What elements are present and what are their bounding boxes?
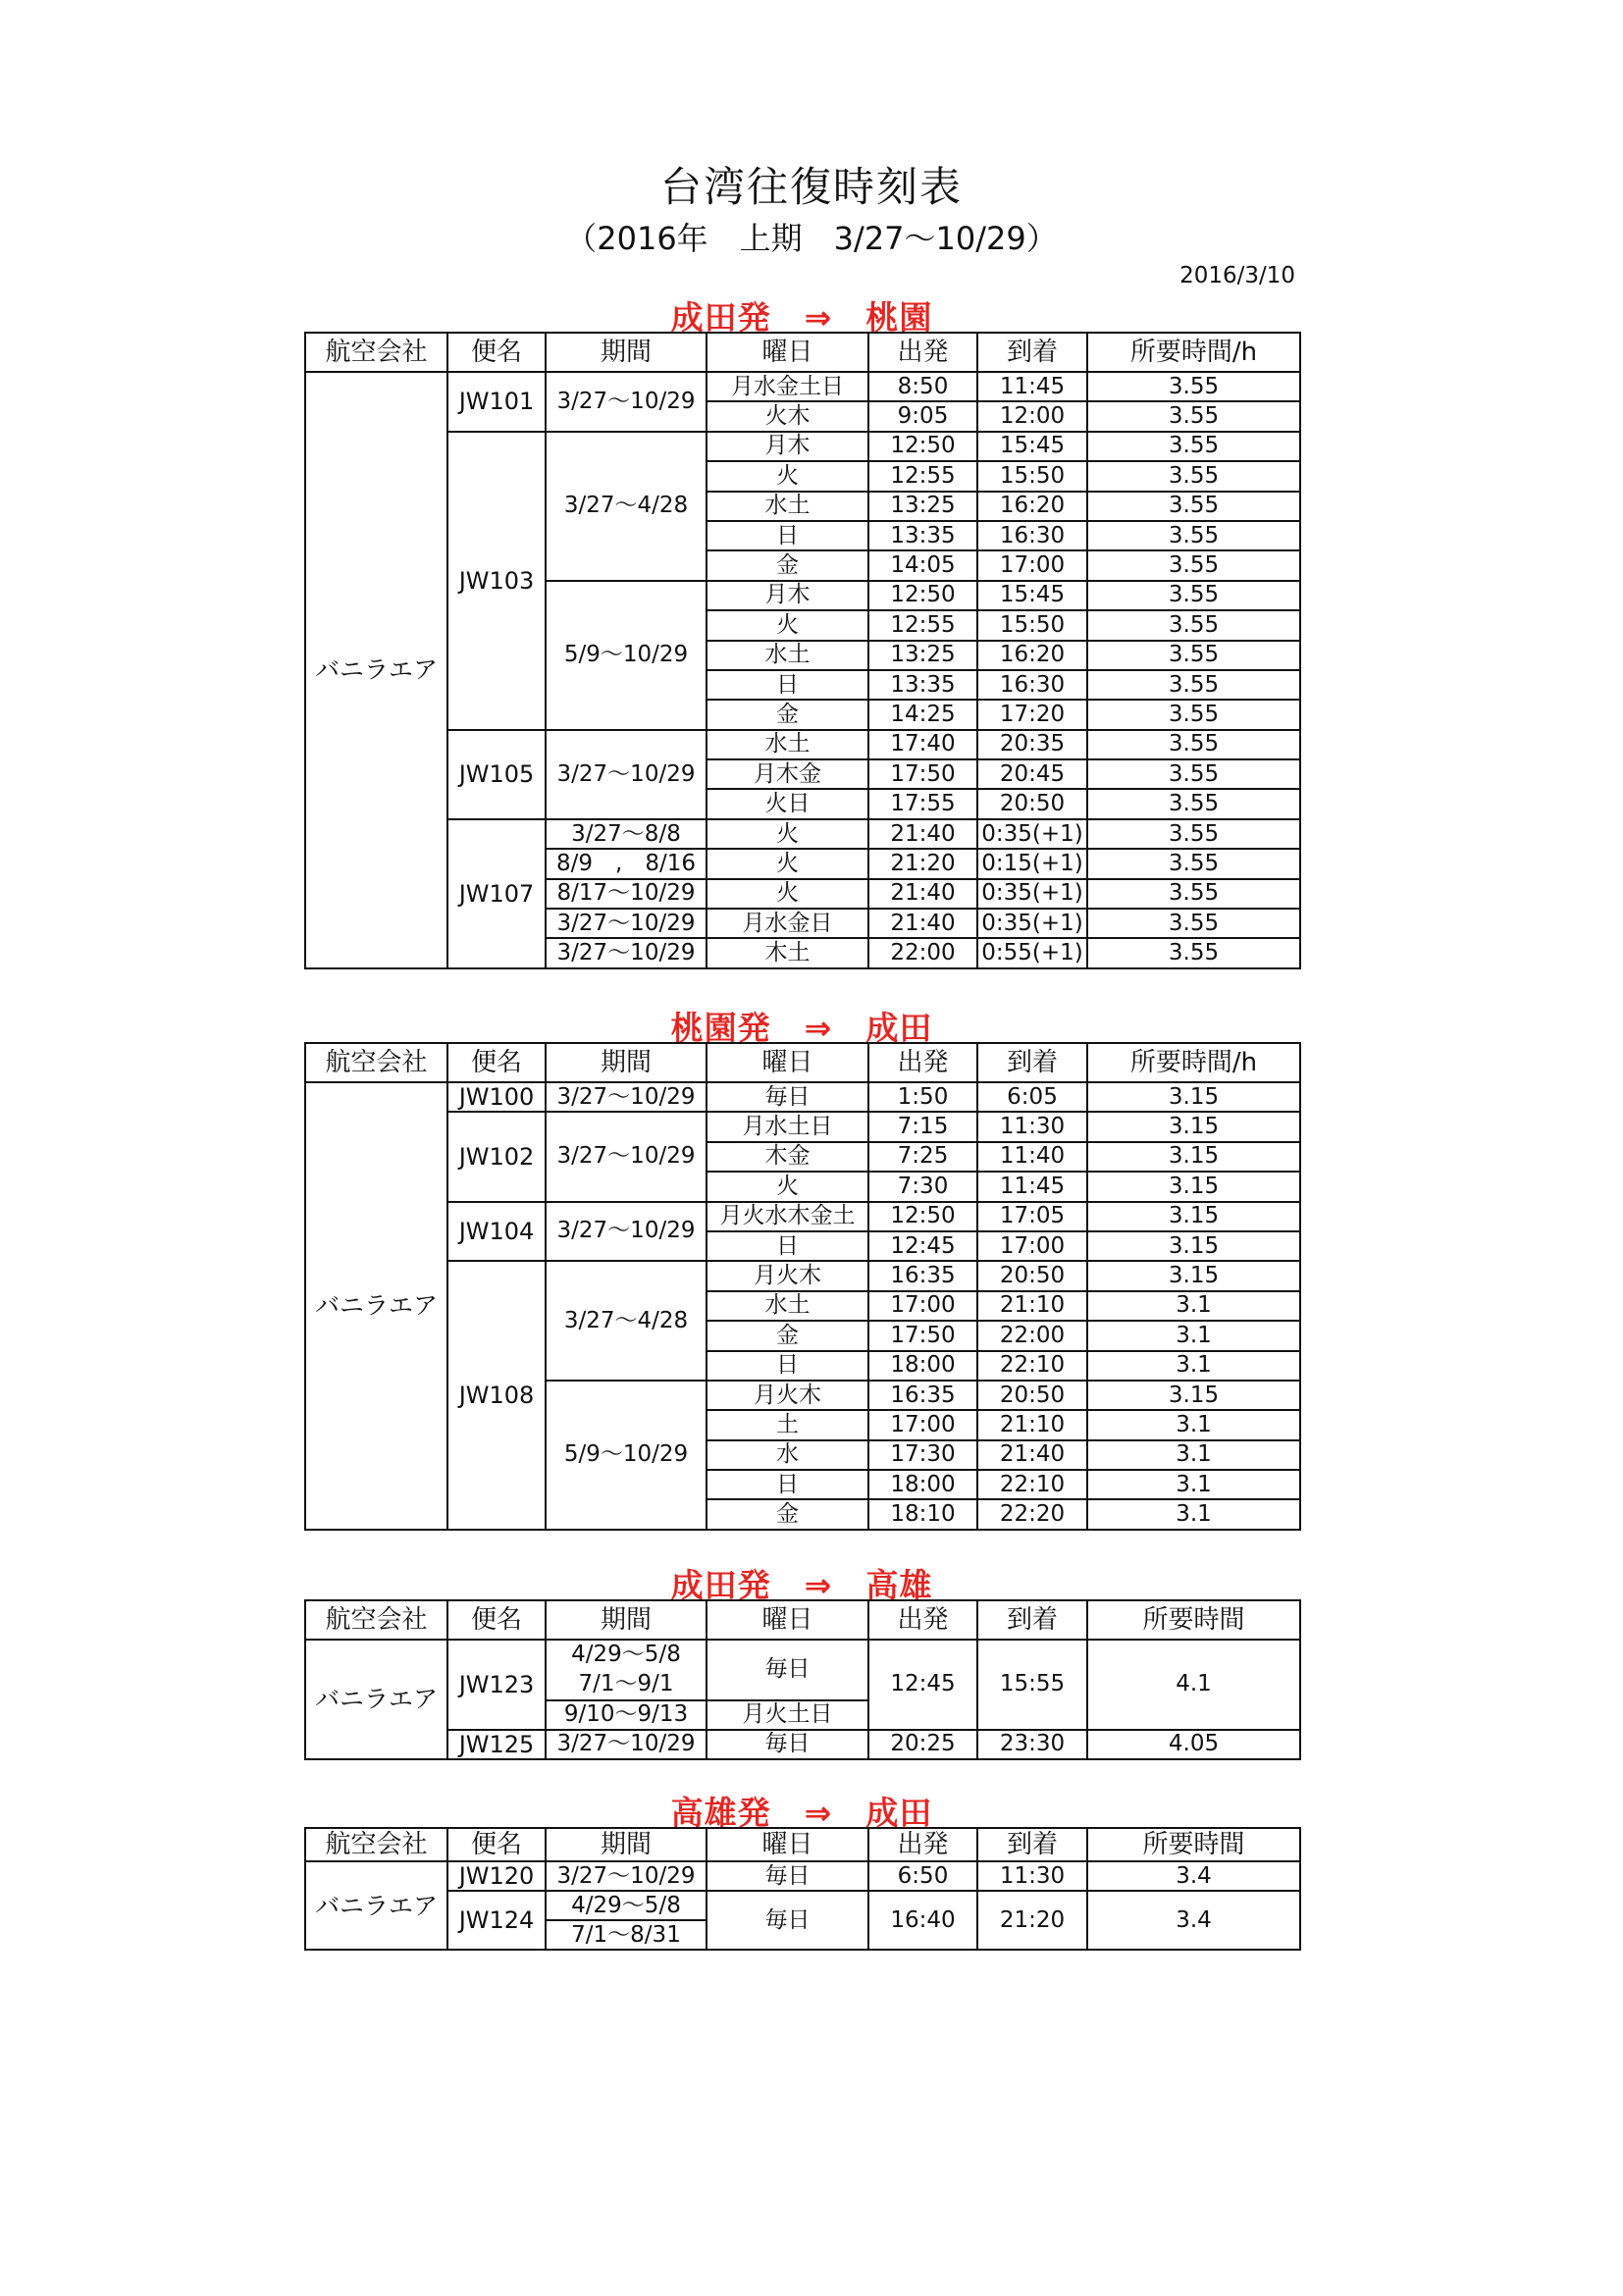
period-cell: 3/27～4/28	[546, 432, 707, 581]
airline-cell: バニラエア	[305, 372, 447, 968]
days-cell: 火	[707, 1172, 868, 1201]
days-cell: 木土	[707, 938, 868, 967]
days-cell: 日	[707, 1351, 868, 1381]
arrival-cell: 20:50	[977, 1381, 1087, 1410]
duration-cell: 3.55	[1087, 641, 1300, 670]
period-cell: 3/27～8/8	[546, 819, 707, 849]
header-airline: 航空会社	[305, 1600, 447, 1640]
flight-number-cell: JW108	[447, 1261, 546, 1530]
departure-cell: 16:35	[868, 1381, 977, 1410]
period-cell: 3/27～10/29	[546, 938, 707, 967]
header-airline: 航空会社	[305, 1043, 447, 1082]
days-cell: 水土	[707, 492, 868, 521]
section-title-taoyuan-narita: 桃園発 ⇒ 成田	[670, 1009, 933, 1047]
departure-cell: 21:40	[868, 879, 977, 909]
table-row	[305, 432, 1300, 461]
days-cell: 水土	[707, 1291, 868, 1321]
duration-cell: 4.1	[1087, 1640, 1300, 1730]
departure-cell: 14:25	[868, 700, 977, 729]
header-period: 期間	[546, 1043, 707, 1082]
duration-cell: 3.4	[1087, 1891, 1300, 1950]
days-cell: 火	[707, 849, 868, 878]
header-arrival: 到着	[977, 1600, 1087, 1640]
arrival-cell: 11:45	[977, 372, 1087, 401]
days-cell: 月火木	[707, 1381, 868, 1410]
flight-number-cell: JW123	[447, 1640, 546, 1730]
duration-cell: 3.55	[1087, 492, 1300, 521]
header-departure: 出発	[868, 333, 977, 372]
period-cell: 3/27～10/29	[546, 372, 707, 432]
duration-cell: 3.15	[1087, 1381, 1300, 1410]
flight-number-cell: JW120	[447, 1861, 546, 1891]
arrival-cell: 17:00	[977, 550, 1087, 580]
flight-number-cell: JW102	[447, 1112, 546, 1201]
days-cell: 火日	[707, 789, 868, 818]
departure-cell: 13:25	[868, 492, 977, 521]
departure-cell: 7:15	[868, 1112, 977, 1141]
days-cell: 日	[707, 1231, 868, 1261]
arrival-cell: 20:50	[977, 1261, 1087, 1290]
header-duration: 所要時間/h	[1087, 1043, 1300, 1082]
header-departure: 出発	[868, 1600, 977, 1640]
section-title-narita-taoyuan: 成田発 ⇒ 桃園	[670, 298, 933, 337]
period-cell: 9/10～9/13	[546, 1700, 707, 1730]
days-cell: 水土	[707, 730, 868, 759]
arrival-cell: 0:15(+1)	[977, 849, 1087, 878]
days-cell: 毎日	[707, 1640, 868, 1700]
arrival-cell: 16:20	[977, 492, 1087, 521]
arrival-cell: 0:35(+1)	[977, 909, 1087, 938]
period-cell: 3/27～10/29	[546, 1202, 707, 1262]
arrival-cell: 15:50	[977, 461, 1087, 491]
airline-cell: バニラエア	[305, 1082, 447, 1530]
departure-cell: 17:50	[868, 759, 977, 789]
days-cell: 毎日	[707, 1861, 868, 1891]
arrival-cell: 21:10	[977, 1410, 1087, 1439]
days-cell: 火	[707, 610, 868, 640]
days-cell: 火	[707, 461, 868, 491]
arrival-cell: 23:30	[977, 1730, 1087, 1759]
period-cell: 8/17～10/29	[546, 879, 707, 909]
duration-cell: 3.1	[1087, 1499, 1300, 1529]
duration-cell: 3.15	[1087, 1231, 1300, 1261]
duration-cell: 3.55	[1087, 461, 1300, 491]
arrival-cell: 21:20	[977, 1891, 1087, 1950]
period-cell	[546, 1640, 707, 1700]
duration-cell: 3.1	[1087, 1291, 1300, 1321]
arrival-cell: 21:10	[977, 1291, 1087, 1321]
header-flight: 便名	[447, 1043, 546, 1082]
header-days: 曜日	[707, 333, 868, 372]
document-subtitle: （2016年 上期 3/27～10/29）	[565, 220, 1058, 257]
duration-cell: 3.55	[1087, 938, 1300, 967]
duration-cell: 3.1	[1087, 1410, 1300, 1439]
table-row	[305, 372, 1300, 401]
flight-number-cell: JW105	[447, 730, 546, 819]
timetable-kaohsiung-narita	[304, 1827, 1301, 1951]
departure-cell: 9:05	[868, 401, 977, 431]
duration-cell: 3.4	[1087, 1861, 1300, 1891]
days-cell: 日	[707, 521, 868, 550]
days-cell: 火	[707, 819, 868, 849]
document-title: 台湾往復時刻表	[659, 163, 963, 211]
duration-cell: 3.55	[1087, 670, 1300, 700]
arrival-cell: 12:00	[977, 401, 1087, 431]
arrival-cell: 15:45	[977, 432, 1087, 461]
arrival-cell: 6:05	[977, 1082, 1087, 1112]
header-departure: 出発	[868, 1828, 977, 1861]
duration-cell: 3.15	[1087, 1202, 1300, 1231]
days-cell: 日	[707, 670, 868, 700]
arrival-cell: 20:45	[977, 759, 1087, 789]
header-duration: 所要時間	[1087, 1600, 1300, 1640]
days-cell: 月水金日	[707, 909, 868, 938]
period-cell: 7/1～8/31	[546, 1920, 707, 1950]
period-cell: 3/27～10/29	[546, 1730, 707, 1759]
arrival-cell: 0:35(+1)	[977, 879, 1087, 909]
period-cell: 8/9 , 8/16	[546, 849, 707, 878]
period-line: 4/29～5/8	[571, 1642, 681, 1667]
arrival-cell: 20:35	[977, 730, 1087, 759]
departure-cell: 21:40	[868, 909, 977, 938]
arrival-cell: 11:40	[977, 1142, 1087, 1172]
departure-cell: 18:10	[868, 1499, 977, 1529]
duration-cell: 3.15	[1087, 1261, 1300, 1290]
header-period: 期間	[546, 1828, 707, 1861]
days-cell: 毎日	[707, 1730, 868, 1759]
arrival-cell: 22:10	[977, 1351, 1087, 1381]
header-airline: 航空会社	[305, 1828, 447, 1861]
period-cell: 3/27～10/29	[546, 1082, 707, 1112]
table-row	[305, 819, 1300, 849]
flight-number-cell: JW103	[447, 432, 546, 730]
days-cell: 金	[707, 1499, 868, 1529]
departure-cell: 12:50	[868, 432, 977, 461]
departure-cell: 14:05	[868, 550, 977, 580]
duration-cell: 3.1	[1087, 1321, 1300, 1350]
document-date: 2016/3/10	[1179, 263, 1295, 288]
arrival-cell: 17:05	[977, 1202, 1087, 1231]
arrival-cell: 22:00	[977, 1321, 1087, 1350]
header-duration: 所要時間	[1087, 1828, 1300, 1861]
days-cell: 日	[707, 1470, 868, 1499]
departure-cell: 12:45	[868, 1640, 977, 1730]
arrival-cell: 11:30	[977, 1861, 1087, 1891]
header-flight: 便名	[447, 333, 546, 372]
arrival-cell: 11:45	[977, 1172, 1087, 1201]
departure-cell: 17:30	[868, 1440, 977, 1470]
duration-cell: 3.55	[1087, 550, 1300, 580]
duration-cell: 3.55	[1087, 581, 1300, 610]
departure-cell: 17:40	[868, 730, 977, 759]
arrival-cell: 15:55	[977, 1640, 1087, 1730]
days-cell: 毎日	[707, 1082, 868, 1112]
duration-cell: 3.55	[1087, 432, 1300, 461]
departure-cell: 12:50	[868, 1202, 977, 1231]
departure-cell: 7:25	[868, 1142, 977, 1172]
departure-cell: 17:00	[868, 1410, 977, 1439]
days-cell: 月火土日	[707, 1700, 868, 1730]
departure-cell: 12:55	[868, 610, 977, 640]
period-cell: 3/27～10/29	[546, 1861, 707, 1891]
duration-cell: 3.55	[1087, 759, 1300, 789]
duration-cell: 3.1	[1087, 1440, 1300, 1470]
duration-cell: 4.05	[1087, 1730, 1300, 1759]
flight-number-cell: JW101	[447, 372, 546, 432]
departure-cell: 16:40	[868, 1891, 977, 1950]
days-cell: 月水金土日	[707, 372, 868, 401]
days-cell: 月水土日	[707, 1112, 868, 1141]
period-cell: 5/9～10/29	[546, 1381, 707, 1530]
duration-cell: 3.55	[1087, 401, 1300, 431]
arrival-cell: 21:40	[977, 1440, 1087, 1470]
airline-cell: バニラエア	[305, 1640, 447, 1759]
departure-cell: 8:50	[868, 372, 977, 401]
departure-cell: 21:20	[868, 849, 977, 878]
departure-cell: 18:00	[868, 1470, 977, 1499]
departure-cell: 17:50	[868, 1321, 977, 1350]
arrival-cell: 20:50	[977, 789, 1087, 818]
departure-cell: 13:35	[868, 670, 977, 700]
departure-cell: 1:50	[868, 1082, 977, 1112]
arrival-cell: 17:00	[977, 1231, 1087, 1261]
table-row	[305, 1082, 1300, 1112]
period-cell: 3/27～10/29	[546, 730, 707, 819]
days-cell: 月木金	[707, 759, 868, 789]
table-row	[305, 1261, 1300, 1290]
arrival-cell: 22:10	[977, 1470, 1087, 1499]
duration-cell: 3.55	[1087, 700, 1300, 729]
duration-cell: 3.55	[1087, 610, 1300, 640]
departure-cell: 13:25	[868, 641, 977, 670]
period-cell: 4/29～5/8	[546, 1891, 707, 1920]
arrival-cell: 17:20	[977, 700, 1087, 729]
arrival-cell: 16:30	[977, 521, 1087, 550]
arrival-cell: 22:20	[977, 1499, 1087, 1529]
days-cell: 毎日	[707, 1891, 868, 1950]
timetable-taoyuan-narita	[304, 1042, 1301, 1531]
arrival-cell: 15:50	[977, 610, 1087, 640]
duration-cell: 3.15	[1087, 1172, 1300, 1201]
departure-cell: 17:00	[868, 1291, 977, 1321]
table-row	[305, 1112, 1300, 1141]
days-cell: 木金	[707, 1142, 868, 1172]
days-cell: 月木	[707, 432, 868, 461]
duration-cell: 3.55	[1087, 789, 1300, 818]
arrival-cell: 15:45	[977, 581, 1087, 610]
days-cell: 月火水木金土	[707, 1202, 868, 1231]
duration-cell: 3.1	[1087, 1351, 1300, 1381]
days-cell: 月木	[707, 581, 868, 610]
departure-cell: 17:55	[868, 789, 977, 818]
departure-cell: 22:00	[868, 938, 977, 967]
table-row	[305, 1202, 1300, 1231]
header-departure: 出発	[868, 1043, 977, 1082]
table-row	[305, 730, 1300, 759]
header-arrival: 到着	[977, 333, 1087, 372]
period-cell: 3/27～10/29	[546, 1112, 707, 1201]
timetable-narita-kaohsiung	[304, 1599, 1301, 1760]
flight-number-cell: JW125	[447, 1730, 546, 1759]
flight-number-cell: JW107	[447, 819, 546, 968]
departure-cell: 16:35	[868, 1261, 977, 1290]
header-flight: 便名	[447, 1828, 546, 1861]
departure-cell: 12:45	[868, 1231, 977, 1261]
duration-cell: 3.55	[1087, 730, 1300, 759]
header-arrival: 到着	[977, 1043, 1087, 1082]
departure-cell: 21:40	[868, 819, 977, 849]
flight-number-cell: JW100	[447, 1082, 546, 1112]
airline-cell: バニラエア	[305, 1861, 447, 1950]
departure-cell: 12:55	[868, 461, 977, 491]
arrival-cell: 16:20	[977, 641, 1087, 670]
days-cell: 火	[707, 879, 868, 909]
section-title-narita-kaohsiung: 成田発 ⇒ 高雄	[670, 1566, 933, 1604]
duration-cell: 3.15	[1087, 1082, 1300, 1112]
duration-cell: 3.55	[1087, 372, 1300, 401]
header-days: 曜日	[707, 1600, 868, 1640]
arrival-cell: 11:30	[977, 1112, 1087, 1141]
header-arrival: 到着	[977, 1828, 1087, 1861]
days-cell: 水	[707, 1440, 868, 1470]
days-cell: 金	[707, 1321, 868, 1350]
duration-cell: 3.55	[1087, 819, 1300, 849]
duration-cell: 3.15	[1087, 1112, 1300, 1141]
duration-cell: 3.15	[1087, 1142, 1300, 1172]
days-cell: 土	[707, 1410, 868, 1439]
period-line: 7/1～9/1	[578, 1670, 674, 1696]
header-duration: 所要時間/h	[1087, 333, 1300, 372]
days-cell: 水土	[707, 641, 868, 670]
flight-number-cell: JW124	[447, 1891, 546, 1950]
arrival-cell: 0:55(+1)	[977, 938, 1087, 967]
period-cell: 5/9～10/29	[546, 581, 707, 730]
duration-cell: 3.55	[1087, 521, 1300, 550]
timetable-narita-taoyuan	[304, 332, 1301, 969]
days-cell: 月火木	[707, 1261, 868, 1290]
departure-cell: 7:30	[868, 1172, 977, 1201]
duration-cell: 3.55	[1087, 879, 1300, 909]
days-cell: 火木	[707, 401, 868, 431]
departure-cell: 20:25	[868, 1730, 977, 1759]
period-cell: 3/27～10/29	[546, 909, 707, 938]
duration-cell: 3.55	[1087, 849, 1300, 878]
days-cell: 金	[707, 700, 868, 729]
flight-number-cell: JW104	[447, 1202, 546, 1262]
header-flight: 便名	[447, 1600, 546, 1640]
arrival-cell: 0:35(+1)	[977, 819, 1087, 849]
departure-cell: 18:00	[868, 1351, 977, 1381]
duration-cell: 3.55	[1087, 909, 1300, 938]
days-cell: 金	[707, 550, 868, 580]
header-period: 期間	[546, 333, 707, 372]
arrival-cell: 16:30	[977, 670, 1087, 700]
departure-cell: 12:50	[868, 581, 977, 610]
period-cell: 3/27～4/28	[546, 1261, 707, 1381]
section-title-kaohsiung-narita: 高雄発 ⇒ 成田	[670, 1794, 933, 1832]
duration-cell: 3.1	[1087, 1470, 1300, 1499]
departure-cell: 13:35	[868, 521, 977, 550]
header-period: 期間	[546, 1600, 707, 1640]
departure-cell: 6:50	[868, 1861, 977, 1891]
header-airline: 航空会社	[305, 333, 447, 372]
header-days: 曜日	[707, 1828, 868, 1861]
header-days: 曜日	[707, 1043, 868, 1082]
